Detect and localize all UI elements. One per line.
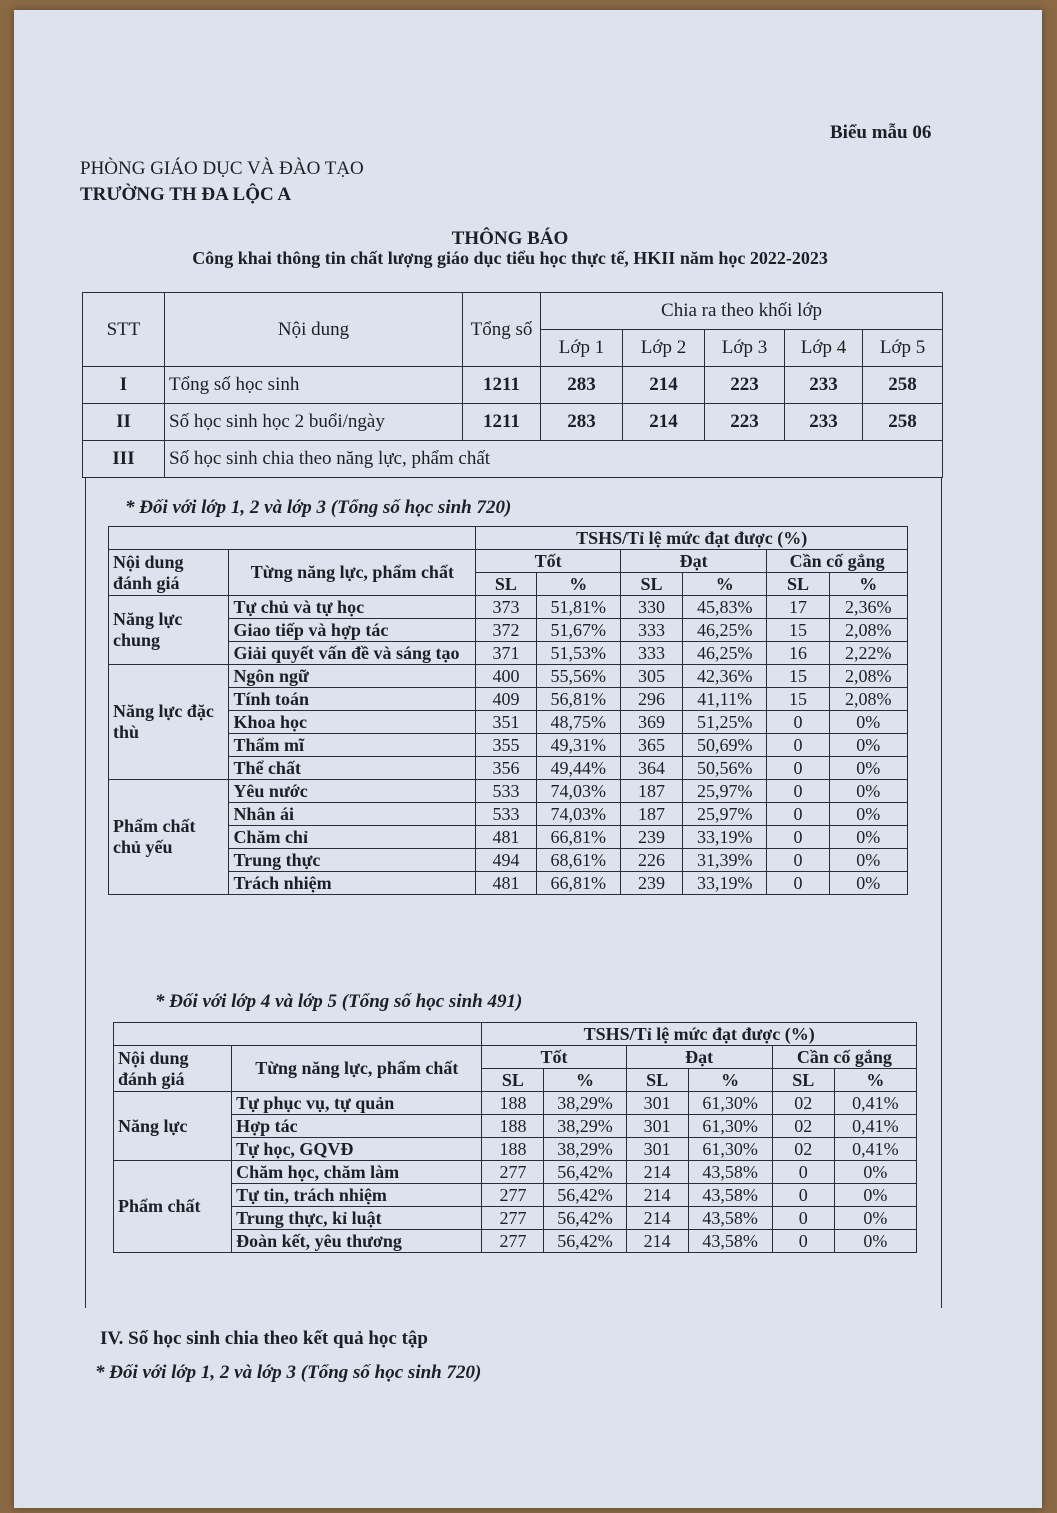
- cell-value: 16: [767, 642, 829, 665]
- item-label: Nhân ái: [229, 803, 476, 826]
- table-grades-1-3: [108, 526, 908, 895]
- table-grades-4-5: [113, 1022, 917, 1253]
- cell-value: 494: [476, 849, 536, 872]
- header-sl: SL: [620, 573, 682, 596]
- cell-value: 49,31%: [536, 734, 620, 757]
- header-good: Tốt: [482, 1046, 626, 1069]
- cell-value: 233: [785, 367, 863, 404]
- cell-value: 277: [482, 1230, 544, 1253]
- item-label: Hợp tác: [232, 1115, 482, 1138]
- cell-value: 0: [767, 803, 829, 826]
- cell-value: 0: [772, 1207, 834, 1230]
- section-iv-heading: IV. Số học sinh chia theo kết quả học tập: [100, 1328, 429, 1349]
- row-total: 1211: [463, 404, 541, 441]
- table-row: [114, 1230, 917, 1253]
- cell-value: 0,41%: [834, 1115, 916, 1138]
- cell-value: 38,29%: [544, 1138, 626, 1161]
- header-try: Cần cố gắng: [767, 550, 908, 573]
- cell-value: 43,58%: [688, 1161, 772, 1184]
- item-label: Đoàn kết, yêu thương: [232, 1230, 482, 1253]
- cell-value: 0: [767, 757, 829, 780]
- cell-value: 43,58%: [688, 1207, 772, 1230]
- table-row: [114, 1184, 917, 1207]
- cell-value: 51,67%: [536, 619, 620, 642]
- summary-table: [82, 292, 943, 478]
- cell-value: 61,30%: [688, 1138, 772, 1161]
- cell-value: 0%: [834, 1230, 916, 1253]
- cell-value: 0%: [829, 849, 907, 872]
- table-row: [109, 803, 908, 826]
- table-row: [83, 441, 943, 478]
- cell-value: 66,81%: [536, 826, 620, 849]
- table-row: [114, 1138, 917, 1161]
- table-row: [114, 1161, 917, 1184]
- cell-value: 305: [620, 665, 682, 688]
- cell-value: 50,69%: [683, 734, 767, 757]
- cell-value: 301: [626, 1138, 688, 1161]
- col-total: Tổng số: [463, 293, 541, 367]
- cell-value: 214: [626, 1161, 688, 1184]
- cell-value: 223: [705, 404, 785, 441]
- cell-value: 533: [476, 780, 536, 803]
- cell-value: 46,25%: [683, 642, 767, 665]
- table-row: [109, 642, 908, 665]
- cell-value: 0,41%: [834, 1092, 916, 1115]
- table-row: [109, 826, 908, 849]
- item-label: Chăm chỉ: [229, 826, 476, 849]
- item-label: Trung thực: [229, 849, 476, 872]
- header-pass: Đạt: [620, 550, 767, 573]
- cell-value: 25,97%: [683, 803, 767, 826]
- table-row: [109, 688, 908, 711]
- cell-value: 373: [476, 596, 536, 619]
- document-title: THÔNG BÁO: [451, 228, 569, 249]
- item-label: Tự phục vụ, tự quản: [232, 1092, 482, 1115]
- cell-value: 0: [772, 1230, 834, 1253]
- row-stt: II: [83, 404, 165, 441]
- col-grade: Lớp 4: [785, 330, 863, 367]
- cell-value: 364: [620, 757, 682, 780]
- item-label: Tự chủ và tự học: [229, 596, 476, 619]
- header-blank: [114, 1023, 482, 1046]
- cell-value: 372: [476, 619, 536, 642]
- cell-value: 56,81%: [536, 688, 620, 711]
- cell-value: 51,25%: [683, 711, 767, 734]
- cell-value: 330: [620, 596, 682, 619]
- cell-value: 43,58%: [688, 1184, 772, 1207]
- header-sl: SL: [767, 573, 829, 596]
- header-sl: SL: [476, 573, 536, 596]
- header-blank: [109, 527, 476, 550]
- cell-value: 2,08%: [829, 688, 907, 711]
- header-eval: Nội dung đánh giá: [114, 1046, 232, 1092]
- cell-value: 400: [476, 665, 536, 688]
- table-row: [109, 872, 908, 895]
- row-stt: III: [83, 441, 165, 478]
- section-b-note: * Đối với lớp 4 và lớp 5 (Tổng số học sinh 491): [155, 991, 523, 1012]
- item-label: Tính toán: [229, 688, 476, 711]
- cell-value: 15: [767, 688, 829, 711]
- cell-value: 68,61%: [536, 849, 620, 872]
- group-label: Năng lực: [114, 1092, 232, 1161]
- section-a-note: * Đối với lớp 1, 2 và lớp 3 (Tổng số học sinh 720): [125, 497, 512, 518]
- item-label: Thể chất: [229, 757, 476, 780]
- table-row: [109, 711, 908, 734]
- cell-value: 02: [772, 1092, 834, 1115]
- cell-value: 214: [626, 1184, 688, 1207]
- table-row: [109, 849, 908, 872]
- header-rate: TSHS/Tỉ lệ mức đạt được (%): [476, 527, 908, 550]
- header-pct: %: [829, 573, 907, 596]
- header-item: Từng năng lực, phẩm chất: [229, 550, 476, 596]
- document-subtitle: Công khai thông tin chất lượng giáo dục tiểu học thực tế, HKII năm học 2022-2023: [192, 248, 828, 268]
- cell-value: 277: [482, 1207, 544, 1230]
- header-eval: Nội dung đánh giá: [109, 550, 229, 596]
- cell-value: 25,97%: [683, 780, 767, 803]
- cell-value: 31,39%: [683, 849, 767, 872]
- cell-value: 258: [863, 367, 943, 404]
- department-name: PHÒNG GIÁO DỤC VÀ ĐÀO TẠO: [80, 158, 364, 179]
- row-label: Số học sinh chia theo năng lực, phẩm chất: [165, 441, 943, 478]
- cell-value: 187: [620, 803, 682, 826]
- table-row: [109, 596, 908, 619]
- cell-value: 0%: [829, 780, 907, 803]
- cell-value: 17: [767, 596, 829, 619]
- table-row: [114, 1207, 917, 1230]
- cell-value: 365: [620, 734, 682, 757]
- cell-value: 371: [476, 642, 536, 665]
- header-sl: SL: [626, 1069, 688, 1092]
- cell-value: 2,08%: [829, 665, 907, 688]
- table-row: [109, 780, 908, 803]
- cell-value: 41,11%: [683, 688, 767, 711]
- group-label: Năng lực chung: [109, 596, 229, 665]
- header-pass: Đạt: [626, 1046, 772, 1069]
- cell-value: 0,41%: [834, 1138, 916, 1161]
- item-label: Thẩm mĩ: [229, 734, 476, 757]
- cell-value: 481: [476, 872, 536, 895]
- cell-value: 188: [482, 1115, 544, 1138]
- item-label: Giải quyết vấn đề và sáng tạo: [229, 642, 476, 665]
- cell-value: 51,81%: [536, 596, 620, 619]
- table-row: [83, 404, 943, 441]
- cell-value: 0%: [834, 1184, 916, 1207]
- cell-value: 51,53%: [536, 642, 620, 665]
- cell-value: 2,36%: [829, 596, 907, 619]
- item-label: Trung thực, kỉ luật: [232, 1207, 482, 1230]
- cell-value: 188: [482, 1092, 544, 1115]
- col-stt: STT: [83, 293, 165, 367]
- col-grade: Lớp 5: [863, 330, 943, 367]
- table-row: [109, 665, 908, 688]
- cell-value: 533: [476, 803, 536, 826]
- cell-value: 61,30%: [688, 1092, 772, 1115]
- row-label: Tổng số học sinh: [165, 367, 463, 404]
- cell-value: 0%: [829, 757, 907, 780]
- cell-value: 0%: [829, 711, 907, 734]
- cell-value: 2,22%: [829, 642, 907, 665]
- item-label: Tự học, GQVĐ: [232, 1138, 482, 1161]
- header-pct: %: [683, 573, 767, 596]
- cell-value: 283: [541, 404, 623, 441]
- header-pct: %: [688, 1069, 772, 1092]
- cell-value: 48,75%: [536, 711, 620, 734]
- col-grade: Lớp 2: [623, 330, 705, 367]
- cell-value: 0: [767, 711, 829, 734]
- cell-value: 61,30%: [688, 1115, 772, 1138]
- cell-value: 02: [772, 1115, 834, 1138]
- item-label: Trách nhiệm: [229, 872, 476, 895]
- header-try: Cần cố gắng: [772, 1046, 916, 1069]
- cell-value: 301: [626, 1115, 688, 1138]
- cell-value: 355: [476, 734, 536, 757]
- cell-value: 333: [620, 619, 682, 642]
- cell-value: 0: [767, 872, 829, 895]
- cell-value: 56,42%: [544, 1184, 626, 1207]
- header-sl: SL: [772, 1069, 834, 1092]
- cell-value: 356: [476, 757, 536, 780]
- col-grade-group: Chia ra theo khối lớp: [541, 293, 943, 330]
- cell-value: 50,56%: [683, 757, 767, 780]
- cell-value: 49,44%: [536, 757, 620, 780]
- cell-value: 277: [482, 1184, 544, 1207]
- cell-value: 0: [772, 1184, 834, 1207]
- cell-value: 02: [772, 1138, 834, 1161]
- cell-value: 15: [767, 619, 829, 642]
- cell-value: 56,42%: [544, 1161, 626, 1184]
- cell-value: 223: [705, 367, 785, 404]
- cell-value: 0: [767, 849, 829, 872]
- cell-value: 56,42%: [544, 1207, 626, 1230]
- cell-value: 283: [541, 367, 623, 404]
- col-grade: Lớp 3: [705, 330, 785, 367]
- cell-value: 233: [785, 404, 863, 441]
- school-name: TRƯỜNG TH ĐA LỘC A: [80, 184, 292, 205]
- header-pct: %: [834, 1069, 916, 1092]
- item-label: Khoa học: [229, 711, 476, 734]
- cell-value: 214: [626, 1230, 688, 1253]
- cell-value: 277: [482, 1161, 544, 1184]
- row-label: Số học sinh học 2 buổi/ngày: [165, 404, 463, 441]
- cell-value: 0%: [829, 872, 907, 895]
- header-pct: %: [536, 573, 620, 596]
- cell-value: 74,03%: [536, 780, 620, 803]
- cell-value: 0%: [834, 1207, 916, 1230]
- col-content: Nội dung: [165, 293, 463, 367]
- item-label: Chăm học, chăm làm: [232, 1161, 482, 1184]
- cell-value: 187: [620, 780, 682, 803]
- header-pct: %: [544, 1069, 626, 1092]
- table-row: [109, 757, 908, 780]
- cell-value: 301: [626, 1092, 688, 1115]
- cell-value: 214: [626, 1207, 688, 1230]
- table-row: [114, 1092, 917, 1115]
- cell-value: 351: [476, 711, 536, 734]
- cell-value: 74,03%: [536, 803, 620, 826]
- cell-value: 369: [620, 711, 682, 734]
- cell-value: 333: [620, 642, 682, 665]
- header-rate: TSHS/Tỉ lệ mức đạt được (%): [482, 1023, 917, 1046]
- table-row: [109, 619, 908, 642]
- cell-value: 188: [482, 1138, 544, 1161]
- cell-value: 409: [476, 688, 536, 711]
- item-label: Yêu nước: [229, 780, 476, 803]
- group-label: Phẩm chất: [114, 1161, 232, 1253]
- header-sl: SL: [482, 1069, 544, 1092]
- cell-value: 0: [767, 780, 829, 803]
- cell-value: 296: [620, 688, 682, 711]
- item-label: Giao tiếp và hợp tác: [229, 619, 476, 642]
- cell-value: 0: [767, 826, 829, 849]
- col-grade: Lớp 1: [541, 330, 623, 367]
- cell-value: 38,29%: [544, 1115, 626, 1138]
- cell-value: 38,29%: [544, 1092, 626, 1115]
- cell-value: 226: [620, 849, 682, 872]
- header-item: Từng năng lực, phẩm chất: [232, 1046, 482, 1092]
- cell-value: 43,58%: [688, 1230, 772, 1253]
- cell-value: 258: [863, 404, 943, 441]
- cell-value: 66,81%: [536, 872, 620, 895]
- header-good: Tốt: [476, 550, 621, 573]
- item-label: Ngôn ngữ: [229, 665, 476, 688]
- cell-value: 0: [767, 734, 829, 757]
- cell-value: 239: [620, 826, 682, 849]
- section-iv-note: * Đối với lớp 1, 2 và lớp 3 (Tổng số học sinh 720): [95, 1362, 482, 1383]
- cell-value: 0%: [829, 734, 907, 757]
- cell-value: 45,83%: [683, 596, 767, 619]
- cell-value: 33,19%: [683, 872, 767, 895]
- table-row: [114, 1115, 917, 1138]
- cell-value: 42,36%: [683, 665, 767, 688]
- cell-value: 0: [772, 1161, 834, 1184]
- group-label: Năng lực đặc thù: [109, 665, 229, 780]
- cell-value: 33,19%: [683, 826, 767, 849]
- table-row: [109, 734, 908, 757]
- form-number: Biểu mẫu 06: [830, 122, 932, 143]
- cell-value: 214: [623, 367, 705, 404]
- cell-value: 2,08%: [829, 619, 907, 642]
- row-total: 1211: [463, 367, 541, 404]
- table-row: [83, 367, 943, 404]
- cell-value: 0%: [829, 826, 907, 849]
- cell-value: 55,56%: [536, 665, 620, 688]
- group-label: Phẩm chất chủ yếu: [109, 780, 229, 895]
- row-stt: I: [83, 367, 165, 404]
- cell-value: 0%: [834, 1161, 916, 1184]
- item-label: Tự tin, trách nhiệm: [232, 1184, 482, 1207]
- cell-value: 15: [767, 665, 829, 688]
- cell-value: 214: [623, 404, 705, 441]
- cell-value: 46,25%: [683, 619, 767, 642]
- cell-value: 56,42%: [544, 1230, 626, 1253]
- cell-value: 0%: [829, 803, 907, 826]
- cell-value: 481: [476, 826, 536, 849]
- cell-value: 239: [620, 872, 682, 895]
